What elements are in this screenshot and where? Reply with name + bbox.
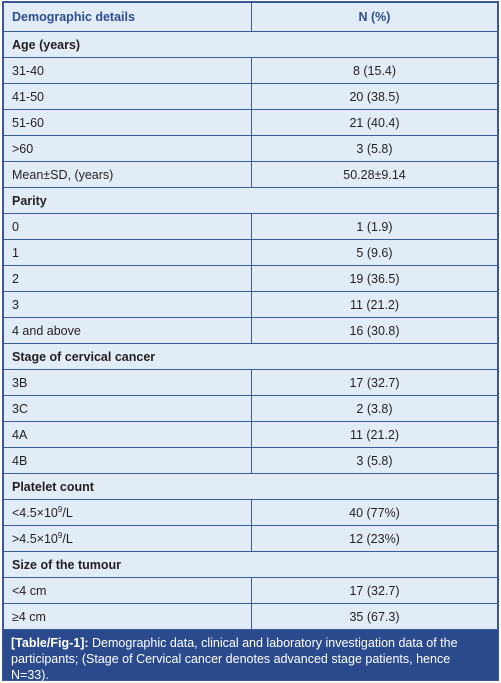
row-label: Mean±SD, (years) (4, 162, 252, 188)
table-body (4, 32, 498, 630)
row-label-main: <4.5×10 (12, 505, 58, 520)
caption-ref: [Table/Fig-1]: (11, 636, 89, 650)
row-value: 21 (40.4) (252, 110, 498, 136)
row-label-main: >4.5×10 (12, 531, 58, 546)
table-row (4, 526, 498, 552)
table-row (4, 396, 498, 422)
row-value: 12 (23%) (252, 526, 498, 552)
section-title: Age (years) (4, 32, 498, 58)
row-label: 3C (4, 396, 252, 422)
row-value: 8 (15.4) (252, 58, 498, 84)
row-label (4, 500, 252, 526)
section-title: Parity (4, 188, 498, 214)
section-row (4, 32, 498, 58)
caption-text: Demographic data, clinical and laboratory investigation data of the participants; (Stage of Cervical cancer denotes advanced stage patients, hence N=33). (11, 636, 458, 682)
section-row (4, 344, 498, 370)
row-value: 11 (21.2) (252, 422, 498, 448)
row-value: 40 (77%) (252, 500, 498, 526)
table-row (4, 240, 498, 266)
row-label-unit: /L (62, 531, 73, 546)
table-row (4, 422, 498, 448)
row-value: 50.28±9.14 (252, 162, 498, 188)
table-row (4, 370, 498, 396)
table-row (4, 500, 498, 526)
table-row (4, 110, 498, 136)
table-row (4, 578, 498, 604)
section-row (4, 474, 498, 500)
row-label: 0 (4, 214, 252, 240)
table-row (4, 58, 498, 84)
table-row (4, 162, 498, 188)
row-value: 11 (21.2) (252, 292, 498, 318)
row-label: >60 (4, 136, 252, 162)
row-label-exponent: 9 (57, 504, 63, 514)
section-row (4, 552, 498, 578)
header-demographic-details: Demographic details (4, 3, 252, 32)
row-label: 3B (4, 370, 252, 396)
row-value: 5 (9.6) (252, 240, 498, 266)
table-row (4, 136, 498, 162)
row-label: <4 cm (4, 578, 252, 604)
row-value: 17 (32.7) (252, 578, 498, 604)
row-value: 20 (38.5) (252, 84, 498, 110)
section-title: Size of the tumour (4, 552, 498, 578)
row-label-unit: /L (62, 505, 73, 520)
demographic-table (3, 2, 498, 630)
row-value: 3 (5.8) (252, 448, 498, 474)
table-row (4, 84, 498, 110)
table-caption (3, 630, 498, 680)
table-row (4, 266, 498, 292)
row-value: 16 (30.8) (252, 318, 498, 344)
data-table-figure (2, 1, 499, 681)
row-label (4, 526, 252, 552)
section-row (4, 188, 498, 214)
header-n-percent: N (%) (252, 3, 498, 32)
table-row (4, 292, 498, 318)
table-row (4, 214, 498, 240)
row-label: 4A (4, 422, 252, 448)
row-label: 1 (4, 240, 252, 266)
row-label: 4B (4, 448, 252, 474)
row-value: 3 (5.8) (252, 136, 498, 162)
row-label-exponent: 9 (57, 530, 63, 540)
table-row (4, 604, 498, 630)
row-label: 3 (4, 292, 252, 318)
row-value: 1 (1.9) (252, 214, 498, 240)
row-value: 2 (3.8) (252, 396, 498, 422)
row-label: 2 (4, 266, 252, 292)
row-value: 17 (32.7) (252, 370, 498, 396)
table-header-row (4, 3, 498, 32)
row-label: 51-60 (4, 110, 252, 136)
row-label: 41-50 (4, 84, 252, 110)
row-label: 31-40 (4, 58, 252, 84)
row-label: ≥4 cm (4, 604, 252, 630)
table-row (4, 448, 498, 474)
section-title: Stage of cervical cancer (4, 344, 498, 370)
row-value: 19 (36.5) (252, 266, 498, 292)
table-row (4, 318, 498, 344)
row-value: 35 (67.3) (252, 604, 498, 630)
section-title: Platelet count (4, 474, 498, 500)
row-label: 4 and above (4, 318, 252, 344)
